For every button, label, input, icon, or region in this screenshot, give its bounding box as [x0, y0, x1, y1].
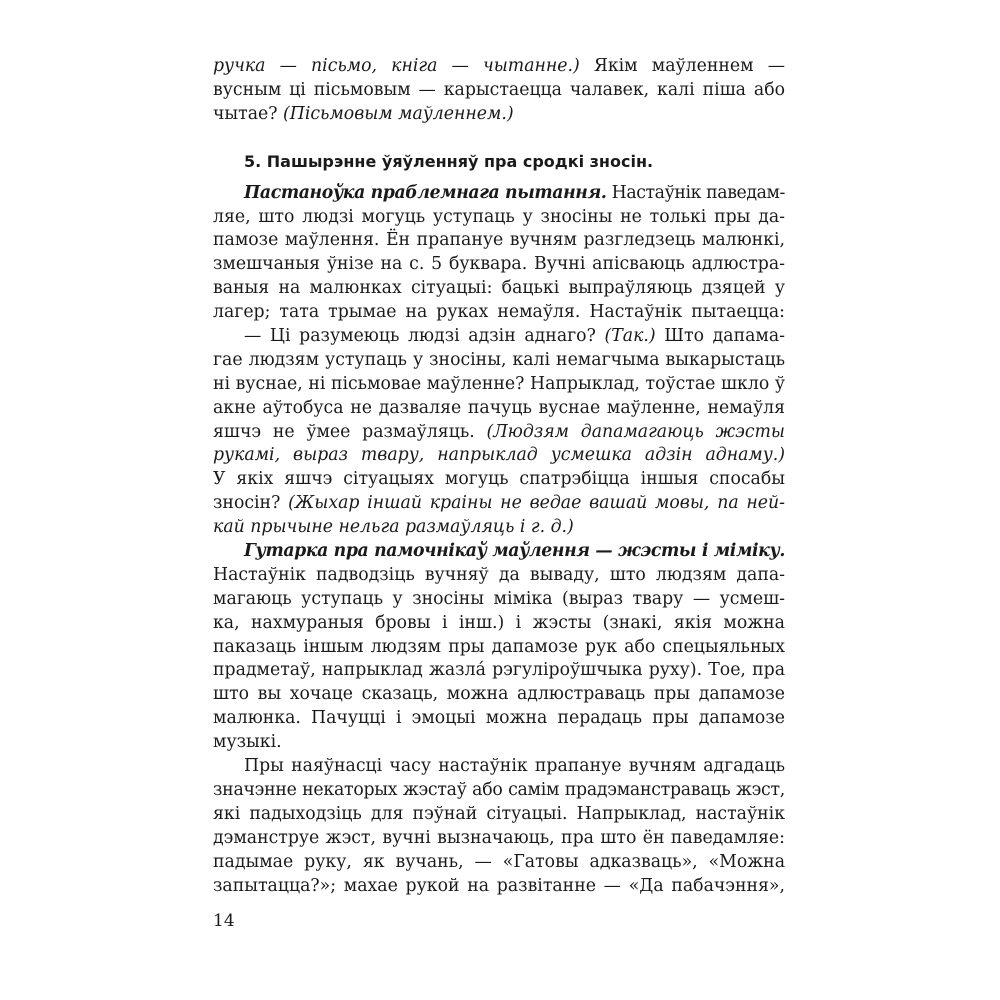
text-line: — Ці разумеюць людзі адзін аднаго? (Так.) Што дапама-	[244, 326, 785, 347]
text-line: памозе маўлення. Ён прапануе вучням разгледзець малюнкі,	[213, 230, 785, 251]
text-line: музыкі.	[213, 732, 282, 753]
text-line: У якіх яшчэ сітуацыях могуць спатрэбіцца іншыя спосабы	[213, 469, 785, 490]
text-line: гае людзям уступаць у зносіны, калі немагчыма выкарыстаць	[213, 349, 785, 370]
text-line: акне аўтобуса не дазваляе пачуць вуснае маўленне, немаўля	[213, 397, 785, 418]
text-line: які падыходзіць для пэўнай сітуацыі. Напрыклад, настаўнік	[213, 803, 785, 824]
text-line: вусным ці пісьмовым — карыстаецца чалавек, калі піша або	[213, 79, 785, 100]
text-line: значэнне некаторых жэстаў або самім прадэманстраваць жэст,	[213, 779, 785, 800]
text-line: Пры наяўнасці часу настаўнік прапануе вучням адгадаць	[244, 756, 785, 777]
text-line: чытае? (Пісьмовым маўленнем.)	[213, 103, 514, 124]
text-line: Гутарка пра памочнікаў маўлення — жэсты і міміку.	[244, 541, 785, 562]
text-line: лагер; тата трымае на руках немаўля. Настаўнік пытаецца:	[213, 302, 785, 323]
text-line: ручка — пісьмо, кніга — чытанне.) Якім маўленнем —	[213, 56, 786, 76]
text-line: што вы хочаце сказаць, можна адлюстраваць пры дапамозе	[213, 684, 785, 705]
text-line: Пастаноўка праблемнага пытання. Настаўнік паведам-	[244, 182, 785, 203]
text-line: ка, нахмураныя бровы і інш.) і жэсты (знакі, якія можна	[213, 612, 785, 633]
text-line: запытацца?»; махае рукой на развітанне — «Да пабачэння»,	[213, 875, 785, 896]
text-line: яшчэ не ўмее размаўляць. (Людзям дапамагаюць жэсты	[213, 421, 786, 442]
text-line: ляе, што людзі могуць уступаць у зносіны не толькі пры да-	[213, 206, 785, 227]
section-heading: 5. Пашырэнне ўяўленняў пра сродкі зносін.	[244, 152, 654, 171]
text-line: малюнка. Пачуцці і эмоцыі можна перадаць пры дапамозе	[213, 708, 785, 729]
text-line: падымае руку, як вучань, — «Гатовы адказваць», «Можна	[213, 851, 785, 872]
text-line: ні вуснае, ні пісьмовае маўленне? Напрыклад, тоўстае шкло ў	[213, 373, 785, 394]
text-line: прадметаў, напрыклад жазла́ рэгуліроўшчыка руху). Тое, пра	[213, 660, 785, 681]
text-line: рукамі, выраз твару, напрыклад усмешка адзін аднаму.)	[213, 445, 785, 466]
text-line: кай прычыне нельга размаўляць і г. д.)	[213, 517, 574, 538]
text-line: паказаць іншым людзям пры дапамозе рук або спецыяльных	[213, 636, 785, 657]
text-line: магаюць уступаць у зносіны міміка (выраз твару — усмеш-	[213, 588, 785, 609]
text-line: Настаўнік падводзіць вучняў да вываду, што людзям дапа-	[213, 564, 785, 585]
page-number: 14	[213, 911, 235, 931]
text-line: зносін? (Жыхар іншай краіны не ведае вашай мовы, па ней-	[213, 493, 785, 514]
page-body	[213, 55, 785, 898]
text-line: ваныя на малюнках сітуацыі: бацькі выпраўляюць дзяцей у	[213, 278, 785, 299]
text-line: змешчаныя ўнізе на с. 5 буквара. Вучні апісваюць адлюстра-	[213, 254, 785, 275]
text-line: дэманструе жэст, вучні вызначаюць, пра што ён паведамляе:	[213, 827, 785, 848]
